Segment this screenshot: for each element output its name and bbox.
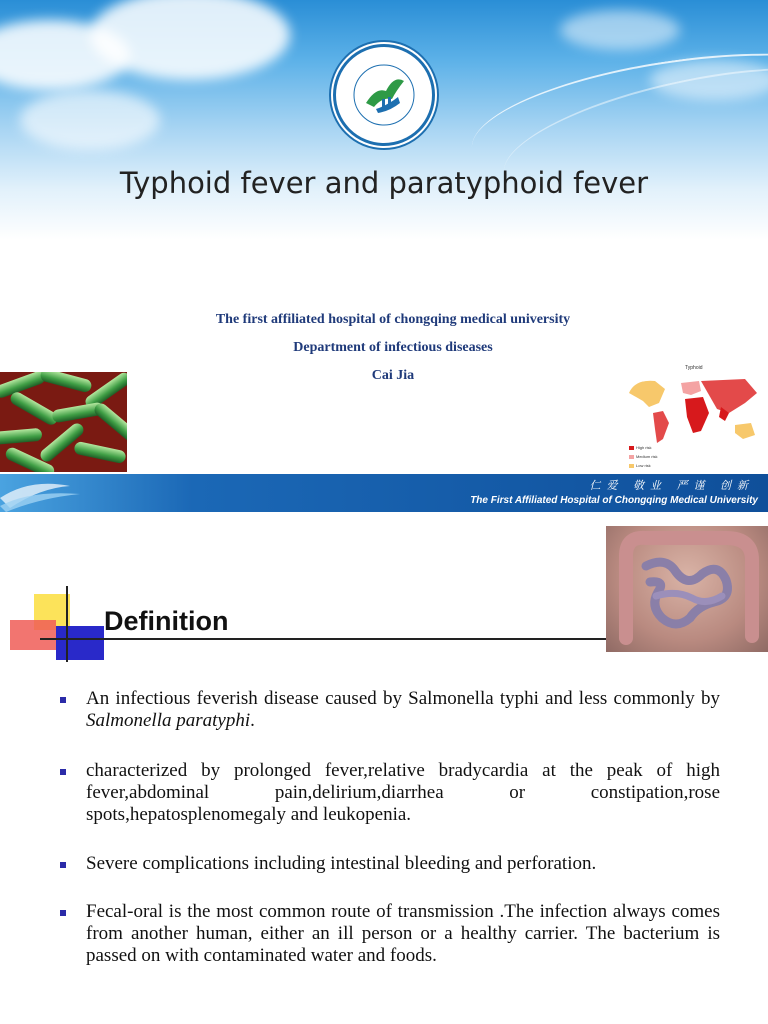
bacterium-shape (92, 401, 127, 444)
bacterium-shape (8, 390, 60, 427)
legend-swatch (629, 455, 634, 459)
wave-logo-icon (0, 468, 90, 512)
map-legend-high (629, 445, 652, 450)
legend-swatch (629, 446, 634, 450)
intestine-image-icon (606, 526, 768, 652)
bullet-italic-text: Salmonella paratyphi (86, 710, 251, 731)
presentation-title: Typhoid fever and paratyphoid fever (119, 166, 649, 200)
bullet-item: Fecal-oral is the most common route of transmission .The infection always comes from another human, either an ill person or a healthy carrier. The bacterium is passed on with contaminated water and foods. (60, 901, 720, 967)
intestine-illustration (606, 526, 768, 652)
bullet-item: characterized by prolonged fever,relative bradycardia at the peak of high fever,abdominal pain,delirium,diarrhea or constipation,rose spots,hepatosplenomegaly and leukopenia. (60, 760, 720, 826)
bullet-text-tail: . (250, 710, 255, 731)
bullet-item: Severe complications including intestinal bleeding and perforation. (60, 853, 720, 875)
cloud-shape (20, 90, 160, 150)
bullet-text: An infectious feverish disease caused by Salmonella typhi and less commonly by (86, 688, 720, 709)
department-name: Department of infectious diseases (293, 340, 493, 355)
definition-bullets (60, 688, 720, 967)
institution-name: The first affiliated hospital of chongqing medical university (215, 312, 571, 327)
hospital-name-banner: The First Affiliated Hospital of Chongqing Medical University (470, 495, 758, 506)
legend-label: Low risk (636, 463, 651, 468)
legend-swatch (629, 464, 634, 468)
world-map-icon (625, 373, 765, 453)
author-name: Cai Jia (371, 368, 415, 383)
slide-heading: Definition (104, 606, 229, 636)
bacterium-shape (0, 428, 42, 445)
hospital-emblem-icon (336, 47, 432, 143)
bacteria-micrograph (0, 372, 127, 472)
legend-label: Medium risk (636, 454, 658, 459)
hospital-motto: 仁爱 敬业 严谨 创新 (589, 479, 754, 492)
legend-label: High risk (636, 445, 652, 450)
map-legend-medium (629, 454, 658, 459)
bullet-item (60, 688, 720, 732)
heading-underline (40, 638, 606, 640)
hospital-logo (333, 44, 435, 146)
decorative-vertical-line (66, 586, 68, 662)
typhoid-risk-map (625, 365, 765, 475)
bacterium-shape (73, 441, 127, 465)
map-legend-low (629, 463, 651, 468)
decorative-square-red (10, 620, 56, 650)
footer-banner (0, 474, 768, 512)
map-title: Typhoid (685, 365, 703, 371)
bacterium-shape (39, 372, 93, 394)
definition-slide (0, 512, 768, 1024)
decorative-square-blue (56, 626, 104, 660)
cloud-shape (560, 10, 680, 50)
